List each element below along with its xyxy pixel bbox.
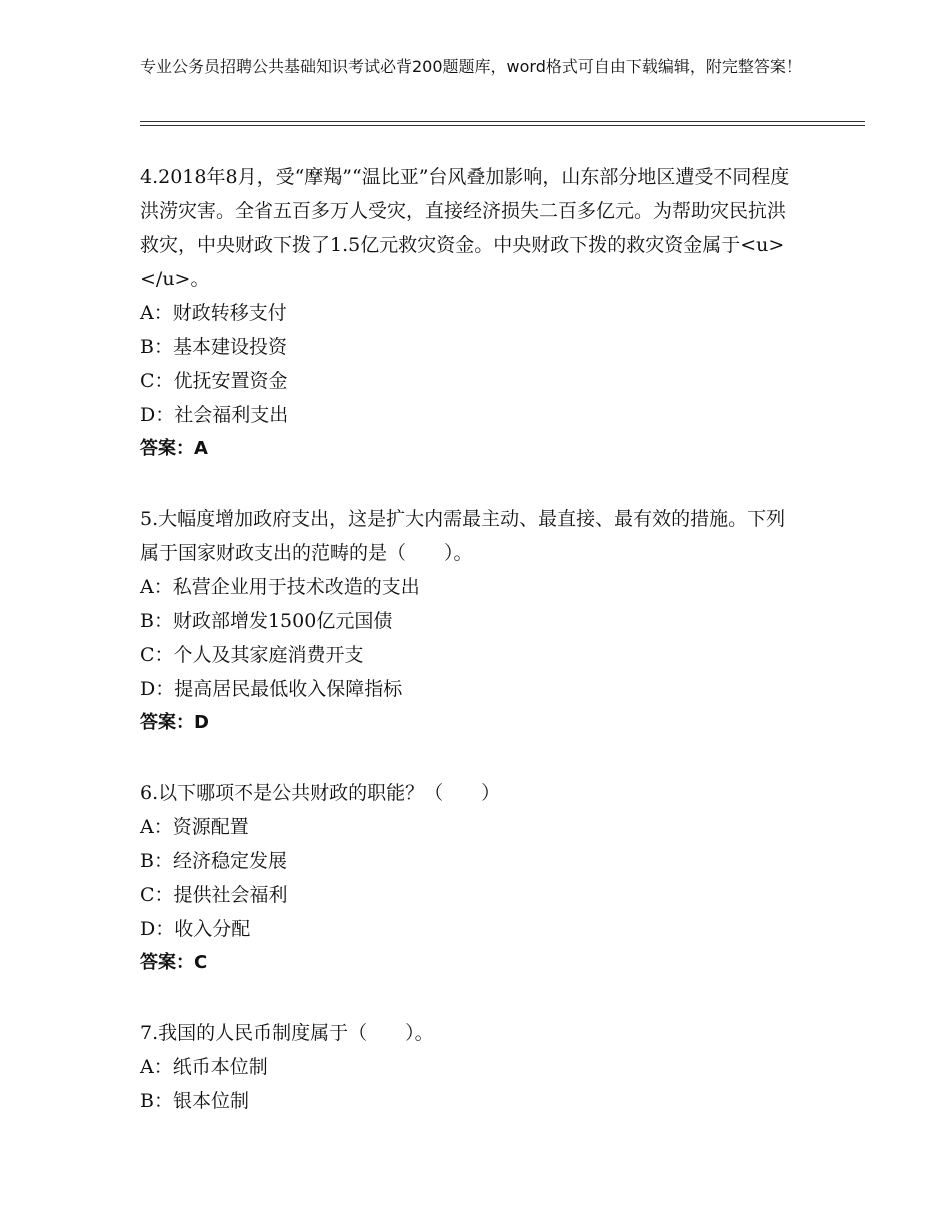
question-text: 4.2018年8月，受“摩羯”“温比亚”台风叠加影响，山东部分地区遭受不同程度洪涝灾害。全省五百多万人受灾，直接经济损失二百多亿元。为帮助灾民抗洪救灾，中央财政下拨了1.5亿元救灾资金。中央财政下拨的救灾资金属于<u> </u>。	[140, 166, 829, 290]
option-b: B：财政部增发1500亿元国债	[140, 610, 393, 632]
option-d: D：提高居民最低收入保障指标	[140, 678, 403, 700]
question-4	[140, 160, 829, 466]
option-b: B：经济稳定发展	[140, 850, 287, 872]
header-rule-top	[140, 121, 865, 122]
question-7	[140, 1016, 800, 1118]
question-5	[140, 502, 800, 740]
option-a: A：财政转移支付	[140, 302, 287, 324]
answer-label: 答案：A	[140, 438, 208, 459]
question-text: 5.大幅度增加政府支出，这是扩大内需最主动、最直接、最有效的措施。下列属于国家财政支出的范畴的是（ ）。	[140, 508, 786, 564]
question-list	[140, 160, 829, 1154]
question-6	[140, 776, 800, 980]
answer-label: 答案：D	[140, 712, 209, 733]
option-c: C：个人及其家庭消费开支	[140, 644, 364, 666]
option-a: A：资源配置	[140, 816, 249, 838]
answer-label: 答案：C	[140, 952, 208, 973]
question-text: 7.我国的人民币制度属于（ ）。	[140, 1022, 434, 1044]
option-c: C：提供社会福利	[140, 884, 288, 906]
page-header: 专业公务员招聘公共基础知识考试必背200题题库，word格式可自由下载编辑，附完整答案！	[140, 57, 802, 76]
option-b: B：基本建设投资	[140, 336, 287, 358]
header-rule-bottom	[140, 125, 865, 126]
option-c: C：优抚安置资金	[140, 370, 288, 392]
option-b: B：银本位制	[140, 1090, 249, 1112]
option-a: A：私营企业用于技术改造的支出	[140, 576, 420, 598]
option-d: D：社会福利支出	[140, 404, 289, 426]
option-a: A：纸币本位制	[140, 1056, 268, 1078]
question-text: 6.以下哪项不是公共财政的职能？（ ）	[140, 782, 501, 804]
option-d: D：收入分配	[140, 918, 251, 940]
